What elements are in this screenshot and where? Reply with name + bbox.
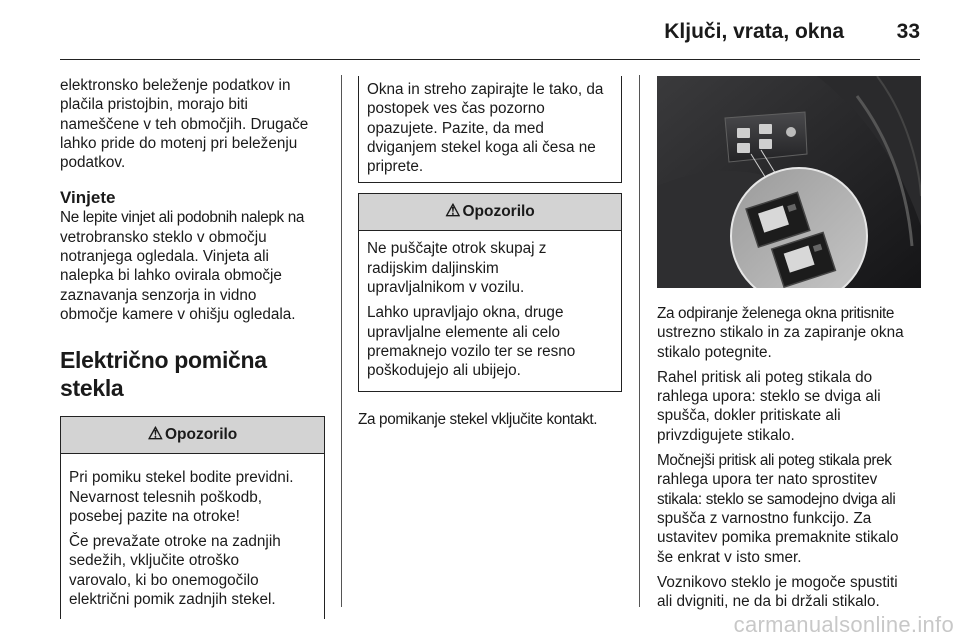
- column-divider-2: [639, 75, 640, 607]
- instruction-paragraph: Za odpiranje želenega okna pritisnite ustrezno stikalo in za zapiranje okna stikalo potegnite.: [657, 305, 904, 361]
- window-switch-photo: [657, 76, 921, 288]
- warning-triangle-icon: ⚠: [445, 201, 461, 221]
- warning-paragraph: Pri pomiku stekel bodite previdni. Nevarnost telesnih poškodb, posebej pazite na otroke!: [69, 469, 294, 525]
- warning-triangle-icon: ⚠: [147, 424, 163, 444]
- warning-box-continued: [358, 76, 622, 183]
- page-title: Ključi, vrata, okna: [664, 20, 844, 43]
- instruction-paragraph: Močnejši pritisk ali poteg stikala prek rahlega upora ter nato sprostitev stikala: steklo se samodejno dviga ali spušča z varnostno funkcijo. Za ustavitev pomika premaknite stikalo še enkrat v isto smer.: [657, 452, 899, 566]
- section-heading: Električno pomična stekla: [60, 347, 267, 402]
- warning-paragraph: Okna in streho zapirajte le tako, da postopek ves čas pozorno opazujete. Pazite, da med dviganjem stekel koga ali česa ne priprete.: [367, 81, 604, 176]
- warning-label: Opozorilo: [164, 426, 238, 444]
- warning-label: Opozorilo: [462, 203, 535, 221]
- column-divider-1: [341, 75, 342, 607]
- page-number: 33: [896, 20, 920, 43]
- warning-box-1: [60, 416, 325, 619]
- vinjete-paragraph: Ne lepite vinjet ali podobnih nalepk na vetrobransko steklo v območju notranjega ogledala. Vinjeta ali nalepka bi lahko ovirala območje zaznavanja senzorja in vidno območje kamere v ohišju ogledala.: [60, 209, 305, 323]
- intro-paragraph: elektronsko beleženje podatkov in plačila pristojbin, morajo biti nameščene v teh območjih. Drugače lahko pride do motenj pri beleženju podatkov.: [60, 77, 309, 172]
- warning-paragraph: Če prevažate otroke na zadnjih sedežih, vključite otroško varovalo, ki bo onemogočilo električni pomik zadnjih stekel.: [69, 533, 281, 609]
- column-3: [657, 76, 921, 617]
- warning-body: [61, 454, 324, 619]
- ignition-paragraph: Za pomikanje stekel vključite kontakt.: [358, 410, 598, 428]
- instruction-paragraph: Voznikovo steklo je mogoče spustiti ali dvigniti, ne da bi držali stikalo.: [657, 573, 898, 611]
- warning-body: [359, 231, 621, 390]
- watermark: carmanualsonline.info: [733, 612, 954, 637]
- vinjete-heading: Vinjete: [60, 188, 116, 208]
- warning-paragraph: Lahko upravljajo okna, druge upravljalne elemente ali celo premaknejo vozilo ter se resno poškodujejo ali ubijejo.: [367, 304, 576, 380]
- instruction-paragraph: Rahel pritisk ali poteg stikala do rahlega upora: steklo se dviga ali spušča, dokler pritiskate ali privzdigujete stikalo.: [657, 368, 881, 444]
- column-2: [358, 76, 622, 435]
- warning-header: [61, 416, 324, 454]
- warning-header: [359, 193, 621, 231]
- column-1: [60, 76, 325, 619]
- warning-paragraph: Ne puščajte otrok skupaj z radijskim daljinskim upravljalnikom v vozilu.: [367, 240, 547, 297]
- warning-box-2: [358, 193, 622, 391]
- page-header: [60, 0, 920, 60]
